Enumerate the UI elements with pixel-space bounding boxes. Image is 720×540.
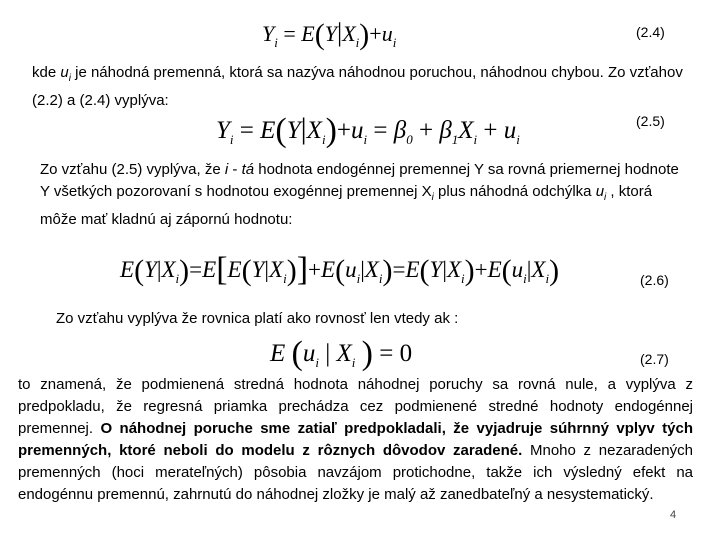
- p4-text-c: Mnoho z nezaradených premenných (hoci merateľných) pôsobia navzájom protichodne, takže ich výsledný efekt na endogénnu premennú, zahrnutú do náhodnej zložky je malý až zanedbateľný a nesystematický.: [18, 442, 693, 503]
- paragraph-explanation: [40, 159, 680, 231]
- p2-text-c: hodnota endogénnej premennej Y sa rovná priemernej hodnote Y všetkých pozorovaní s hodnotou exogénnej premennej X: [40, 161, 679, 200]
- equation-number-2-5: (2.5): [636, 113, 665, 129]
- equation-number-2-7: (2.7): [640, 351, 669, 367]
- p2-text-b: -: [228, 161, 242, 178]
- p1-text-b: je náhodná premenná, ktorá sa nazýva náhodnou poruchou, náhodnou chybou. Zo vzťahov (2.2) a (2.4) vyplýva:: [32, 64, 683, 109]
- p2-u-symbol: u: [595, 183, 605, 200]
- paragraph-condition: Zo vzťahu vyplýva že rovnica platí ako rovnosť len vtedy ak :: [56, 310, 459, 327]
- p2-u-subscript: i: [604, 192, 607, 203]
- p4-bold-text: O náhodnej poruche sme zatiaľ predpokladali, že vyjadruje súhrnný vplyv tých premenných, ktoré neboli do modelu z rôznych dôvodov zaradené.: [18, 420, 693, 459]
- p2-xi-subscript: i: [431, 192, 434, 203]
- p2-text-a: Zo vzťahu (2.5) vyplýva, že: [40, 161, 225, 178]
- p1-ui-symbol: u: [60, 64, 69, 81]
- equation-2-6: $E(Y|X_i)=E[E(Y|X_i)]+E(u_i|X_i)=E(Y|X_i)+E(u_i|X_i)$: [120, 251, 560, 288]
- equation-number-2-6: (2.6): [640, 272, 669, 288]
- p1-text-a: kde: [32, 64, 61, 81]
- p2-text-e: , ktorá môže mať kladnú aj zápornú hodnotu:: [40, 183, 653, 228]
- p1-ui-subscript: i: [68, 73, 71, 84]
- p2-i-symbol: i: [224, 161, 229, 178]
- equation-2-4: $Y_i = E(Y|X_i)+u_i$: [262, 18, 397, 51]
- equation-number-2-4: (2.4): [636, 24, 665, 40]
- paragraph-intro: [32, 62, 692, 112]
- p2-ta-word: tá: [241, 161, 255, 178]
- paragraph-conclusion: [18, 374, 693, 506]
- equation-2-5: $Y_i = E(Y|X_i)+u_i = \beta_0 + \beta_1X_i + u_i$: [216, 112, 520, 149]
- equation-2-7: E ($u_i$ | $X_i$ ) = 0: [270, 335, 413, 372]
- page-number: 4: [670, 509, 677, 521]
- p2-text-d: plus náhodná odchýlka: [433, 183, 596, 200]
- p4-text-a: to znamená, že podmienená stredná hodnota náhodnej poruchy sa rovná nule, a vyplýva z predpokladu, že regresná priamka prechádza cez podmienené stredné hodnoty endogénnej premennej.: [18, 376, 693, 437]
